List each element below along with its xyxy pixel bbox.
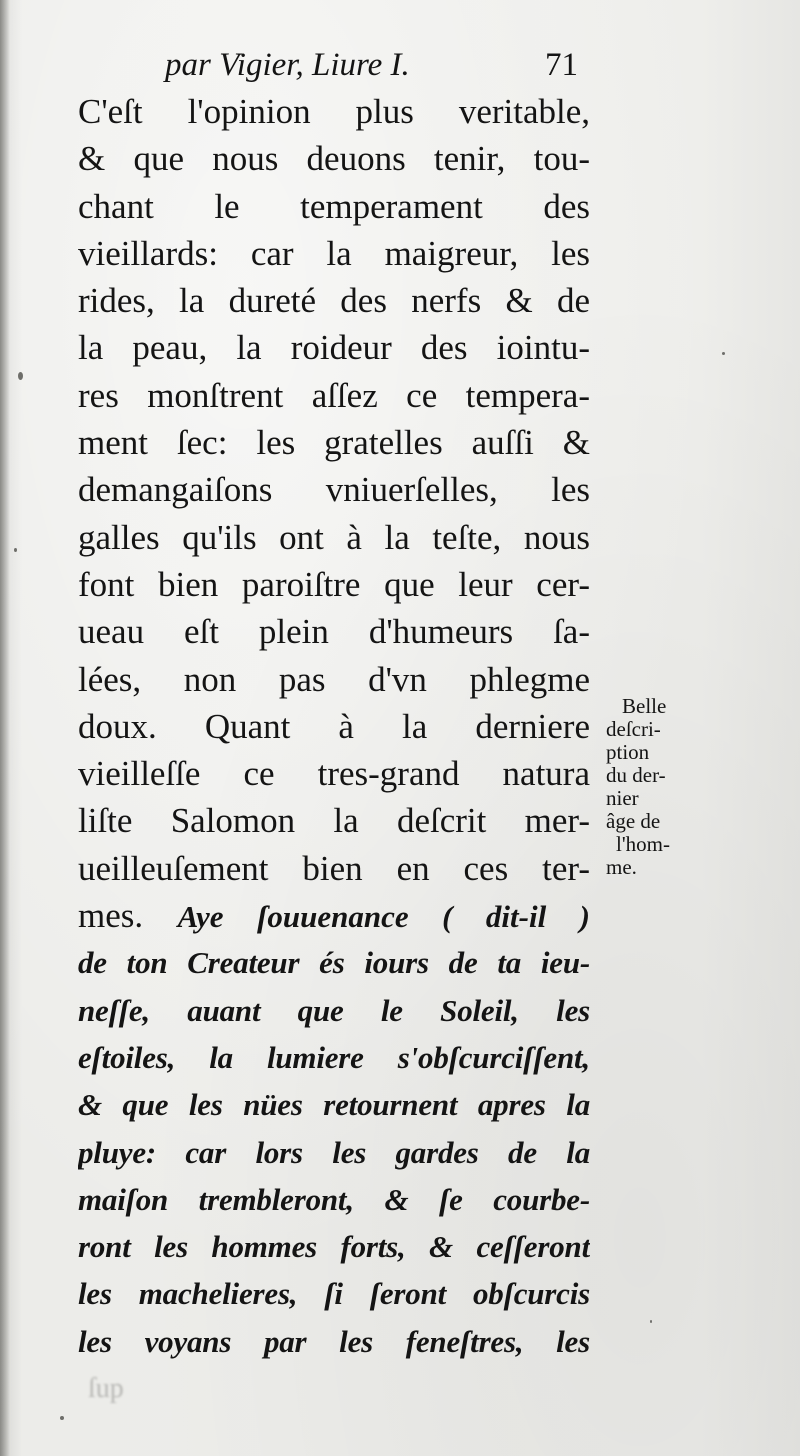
margin-note-line: du der-	[606, 763, 666, 787]
text-line: ueilleuſement bien en ces ter-	[78, 848, 590, 888]
ink-speck	[18, 372, 23, 380]
ink-speck	[650, 1320, 652, 1323]
italic-quote-line: eſtoiles, la lumiere s'obſcurciſſent,	[78, 1039, 590, 1075]
margin-note-line: l'hom-	[616, 832, 670, 856]
binding-gutter	[0, 0, 10, 1456]
running-title: par Vigier, Liure I.	[165, 47, 410, 83]
italic-quote-line: & que les nües retournent apres la	[78, 1087, 590, 1123]
margin-note-line: ption	[606, 740, 650, 764]
text-line: chant le temperament des	[78, 186, 590, 226]
ink-speck	[14, 548, 17, 552]
italic-quote-line: les voyans par les feneſtres, les	[78, 1323, 590, 1359]
italic-quote-line: maiſon trembleront, & ſe courbe-	[78, 1181, 590, 1217]
text-line: res monſtrent aſſez ce tempera-	[78, 375, 590, 415]
margin-note-line: me.	[606, 855, 637, 879]
marginal-note	[600, 695, 690, 879]
italic-quote-line: de ton Createur és iours de ta ieu-	[78, 945, 590, 981]
text-line: vieillards: car la maigreur, les	[78, 233, 590, 273]
text-line: ment ſec: les gratelles auſſi &	[78, 423, 590, 463]
text-line: & que nous deuons tenir, tou-	[78, 139, 590, 179]
ink-speck	[722, 352, 725, 355]
text-line: C'eſt l'opinion plus veritable,	[78, 92, 590, 131]
text-line: demangaiſons vniuerſelles, les	[78, 470, 590, 510]
italic-quote-line: ront les hommes forts, & ceſſeront	[78, 1229, 590, 1265]
ink-speck	[60, 1416, 64, 1420]
page-number: 71	[545, 47, 578, 83]
text-roman-part: mes.	[78, 896, 144, 936]
italic-quote-line: neſſe, auant que le Soleil, les	[78, 992, 590, 1028]
text-line: font bien paroiſtre que leur cer-	[78, 564, 590, 604]
text-line: la peau, la roideur des iointu-	[78, 328, 590, 368]
text-line: liſte Salomon la deſcrit mer-	[78, 801, 590, 841]
italic-quote-line: pluye: car lors les gardes de la	[78, 1134, 590, 1170]
text-line: galles qu'ils ont à la teſte, nous	[78, 517, 590, 557]
margin-note-line: deſcri-	[606, 717, 661, 741]
text-italic-part: Aye ſouuenance ( dit-il )	[177, 899, 590, 935]
margin-note-line: Belle	[622, 694, 667, 718]
text-line: vieilleſſe ce tres-grand natura	[78, 754, 590, 794]
text-line: ueau eſt plein d'humeurs ſa-	[78, 612, 590, 652]
margin-note-line: âge de	[606, 809, 661, 833]
text-line: lées, non pas d'vn phlegme	[78, 659, 590, 699]
italic-quote-line: les machelieres, ſi ſeront obſcurcis	[78, 1276, 590, 1312]
margin-note-line: nier	[606, 786, 639, 810]
text-line: rides, la dureté des nerfs & de	[78, 281, 590, 321]
main-text-block	[78, 88, 590, 1412]
text-line-quote-start	[78, 892, 590, 939]
running-header	[165, 40, 595, 90]
text-line: doux. Quant à la derniere	[78, 706, 590, 746]
catchword: ſup	[88, 1373, 124, 1405]
